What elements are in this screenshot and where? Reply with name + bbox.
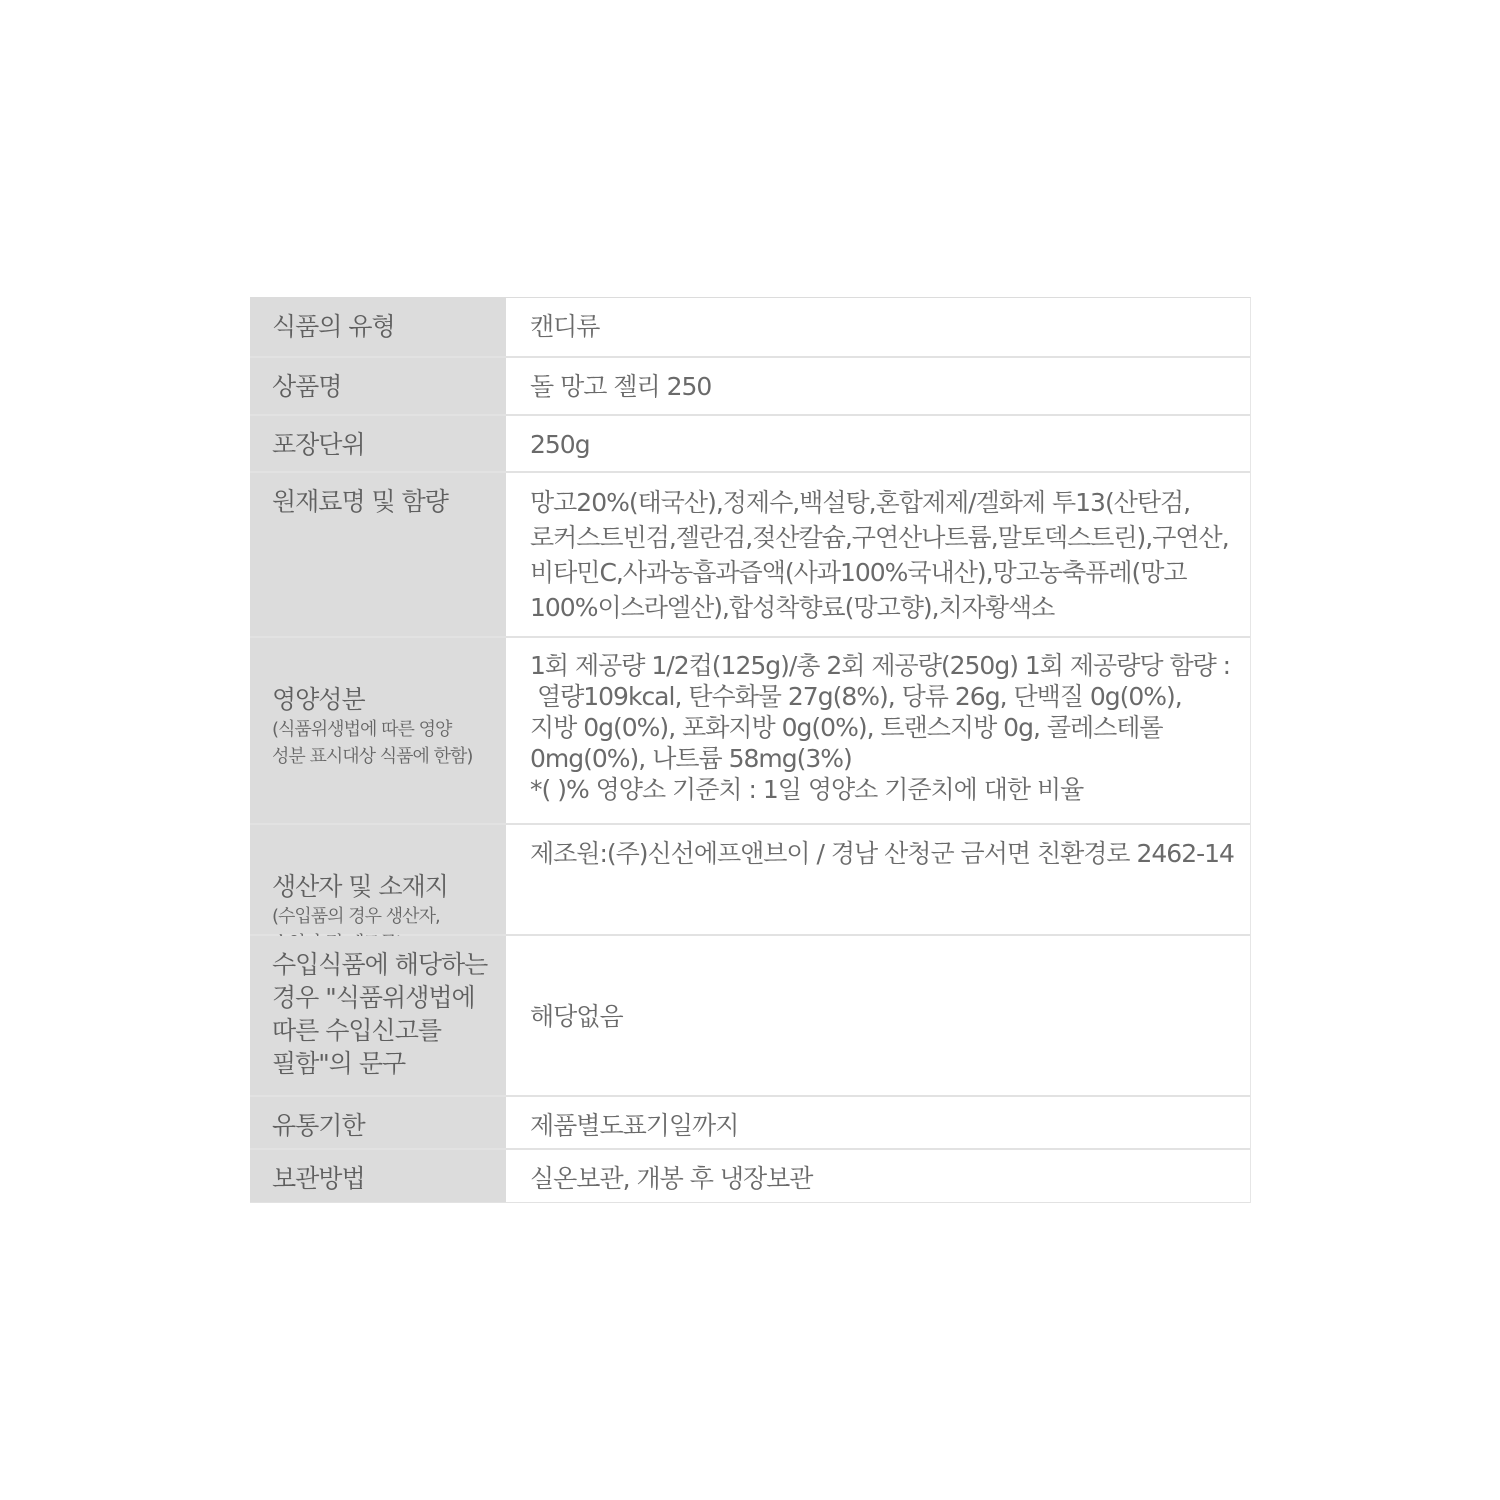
value-line: 실온보관, 개봉 후 냉장보관 — [530, 1164, 813, 1193]
value-line: 100%이스라엘산),합성착향료(망고향),치자황색소 — [530, 593, 1055, 622]
table-row — [250, 638, 1250, 825]
row-label-expiry: 유통기한 — [250, 1097, 506, 1148]
table-row — [250, 298, 1250, 358]
value-line: 해당없음 — [530, 1002, 623, 1031]
value-line: 비타민C,사과농흡과즙액(사과100%국내산),망고농축퓨레(망고 — [530, 558, 1187, 587]
value-line: 250g — [530, 430, 590, 459]
value-line: 제조원:(주)신선에프앤브이 / 경남 산청군 금서면 친환경로 2462-14 — [530, 839, 1234, 868]
value-line: 열량109kcal, 탄수화물 27g(8%), 당류 26g, 단백질 0g(0%), — [530, 682, 1182, 711]
row-value-food-type — [506, 298, 1250, 356]
table-row — [250, 936, 1250, 1097]
value-line: 제품별도표기일까지 — [530, 1111, 739, 1140]
row-label-food-type: 식품의 유형 — [250, 298, 506, 356]
value-line: 망고20%(태국산),정제수,백설탕,혼합제제/겔화제 투13(산탄검, — [530, 488, 1191, 517]
row-value-producer — [506, 825, 1250, 934]
table-row — [250, 1150, 1250, 1203]
row-label-text: 생산자 및 소재지 — [272, 872, 448, 901]
row-label-producer — [250, 825, 506, 934]
row-label-storage: 보관방법 — [250, 1150, 506, 1202]
value-line: 로커스트빈검,젤란검,젖산칼슘,구연산나트륨,말토덱스트린),구연산, — [530, 523, 1229, 552]
row-label-note: (식품위생법에 따른 영양 성분 표시대상 식품에 한함) — [272, 719, 473, 767]
value-line: 0mg(0%), 나트륨 58mg(3%) — [530, 744, 852, 773]
value-line: 캔디류 — [530, 312, 600, 341]
row-value-import-notice — [506, 936, 1250, 1095]
row-label-ingredients: 원재료명 및 함량 — [250, 473, 506, 636]
row-label-note: (수입품의 경우 생산자, — [272, 906, 440, 927]
product-info-table — [250, 297, 1251, 1203]
row-label-package-unit: 포장단위 — [250, 416, 506, 471]
table-row — [250, 1097, 1250, 1150]
table-row — [250, 416, 1250, 473]
row-value-expiry — [506, 1097, 1250, 1148]
row-label-product-name: 상품명 — [250, 358, 506, 414]
row-value-nutrition — [506, 638, 1250, 823]
row-value-package-unit — [506, 416, 1250, 471]
row-label-nutrition — [250, 638, 506, 823]
value-line: 지방 0g(0%), 포화지방 0g(0%), 트랜스지방 0g, 콜레스테롤 — [530, 713, 1163, 742]
value-line: 1회 제공량 1/2컵(125g)/총 2회 제공량(250g) 1회 제공량당 함량 : — [530, 651, 1231, 680]
row-value-ingredients — [506, 473, 1250, 636]
table-row — [250, 358, 1250, 416]
table-row — [250, 825, 1250, 936]
table-row — [250, 473, 1250, 638]
row-label-import-notice: 수입식품에 해당하는 경우 "식품위생법에 따른 수입신고를 필함"의 문구 — [250, 936, 506, 1095]
row-value-storage — [506, 1150, 1250, 1202]
value-line: 돌 망고 젤리 250 — [530, 372, 712, 401]
row-label-text: 영양성분 — [272, 685, 365, 714]
value-line: *( )% 영양소 기준치 : 1일 영양소 기준치에 대한 비율 — [530, 775, 1084, 804]
row-value-product-name — [506, 358, 1250, 414]
